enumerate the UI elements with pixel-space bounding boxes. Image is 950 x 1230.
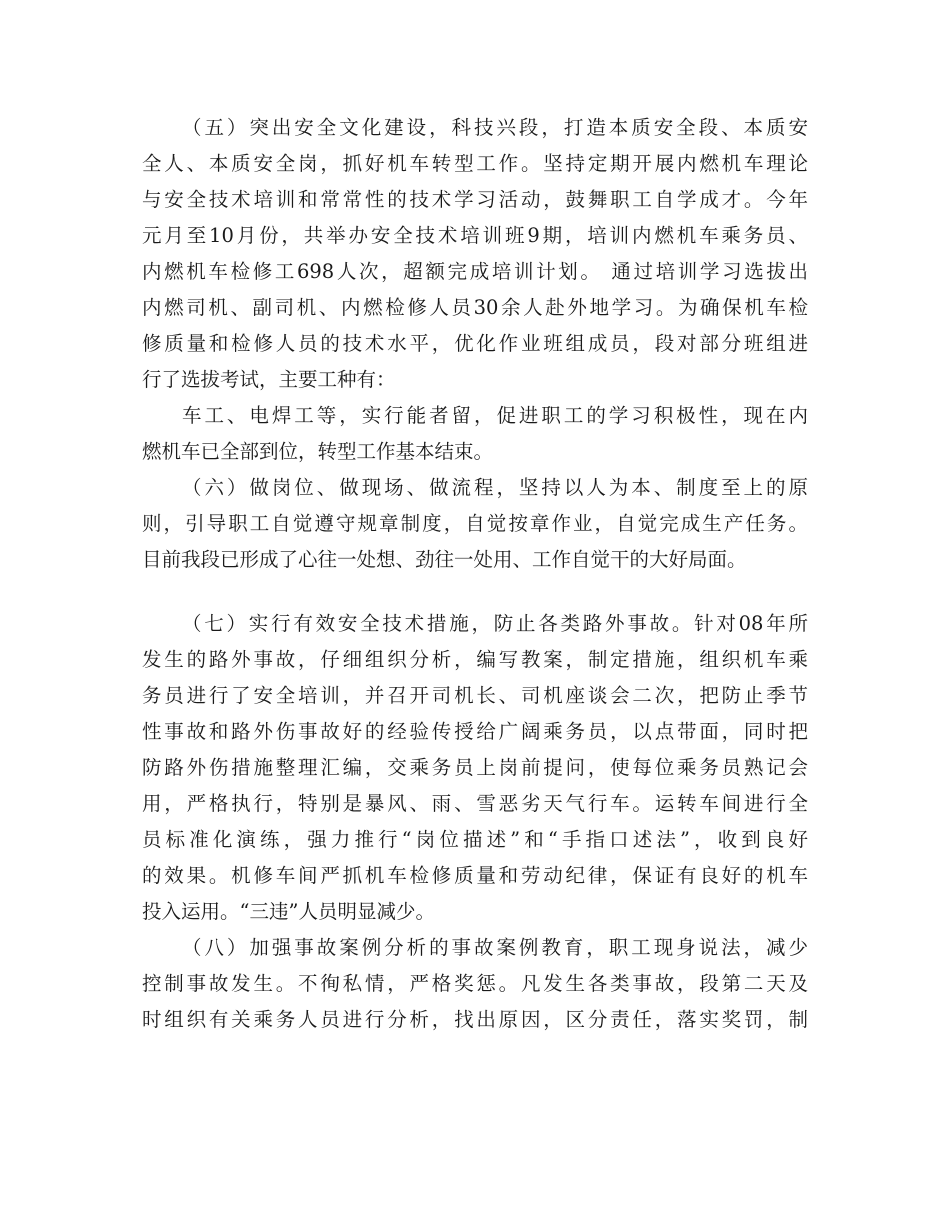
text-line: 员标准化演练，强力推行“岗位描述”和“手指口述法”，收到良好: [142, 828, 808, 851]
text-line: 与安全技术培训和常常性的技术学习活动，鼓舞职工自学成才。今年: [142, 188, 808, 211]
text-line: 目前我段已形成了心往一处想、劲往一处用、工作自觉干的大好局面。: [142, 548, 747, 571]
text-line: 时组织有关乘务人员进行分析，找出原因，区分责任，落实奖罚，制: [142, 1008, 808, 1031]
text-line: （八）加强事故案例分析的事故案例教育，职工现身说法，减少: [182, 936, 808, 959]
text-line: 修质量和检修人员的技术水平，优化作业班组成员，段对部分班组进: [142, 332, 808, 355]
text-line: （六）做岗位、做现场、做流程，坚持以人为本、制度至上的原: [182, 476, 808, 499]
paragraph-p6: [142, 470, 808, 578]
text-line: 车工、电焊工等，实行能者留，促进职工的学习积极性，现在内: [182, 404, 808, 427]
paragraph-p7: [142, 606, 808, 930]
text-line: 内燃机车检修工698人次，超额完成培训计划。 通过培训学习选拔出: [142, 260, 808, 283]
text-line: （五）突出安全文化建设，科技兴段，打造本质安全段、本质安: [182, 116, 808, 139]
text-line: 全人、本质安全岗，抓好机车转型工作。坚持定期开展内燃机车理论: [142, 152, 808, 175]
text-line: 元月至10月份，共举办安全技术培训班9期，培训内燃机车乘务员、: [142, 224, 808, 247]
paragraph-p5: [142, 110, 808, 398]
text-line: 内燃司机、副司机、内燃检修人员30余人赴外地学习。为确保机车检: [142, 296, 808, 319]
paragraph-gap: [142, 578, 808, 606]
text-line: 则，引导职工自觉遵守规章制度，自觉按章作业，自觉完成生产任务。: [142, 512, 808, 535]
text-line: 用，严格执行，特别是暴风、雨、雪恶劣天气行车。运转车间进行全: [142, 792, 808, 815]
document-page: [142, 110, 808, 1038]
text-line: 的效果。机修车间严抓机车检修质量和劳动纪律，保证有良好的机车: [142, 864, 808, 887]
text-line: 燃机车已全部到位，转型工作基本结束。: [142, 440, 494, 463]
text-line: 务员进行了安全培训，并召开司机长、司机座谈会二次，把防止季节: [142, 684, 808, 707]
text-line: 投入运用。“三违”人员明显减少。: [142, 900, 435, 923]
text-line: 发生的路外事故，仔细组织分析，编写教案，制定措施，组织机车乘: [142, 648, 808, 671]
text-line: 行了选拔考试，主要工种有：: [142, 368, 396, 391]
text-line: （七）实行有效安全技术措施，防止各类路外事故。针对08年所: [182, 612, 808, 635]
text-line: 控制事故发生。不徇私情，严格奖惩。凡发生各类事故，段第二天及: [142, 972, 808, 995]
paragraph-p5b: [142, 398, 808, 470]
paragraph-p8: [142, 930, 808, 1038]
text-line: 防路外伤措施整理汇编，交乘务员上岗前提问，使每位乘务员熟记会: [142, 756, 808, 779]
text-line: 性事故和路外伤事故好的经验传授给广阔乘务员，以点带面，同时把: [142, 720, 808, 743]
